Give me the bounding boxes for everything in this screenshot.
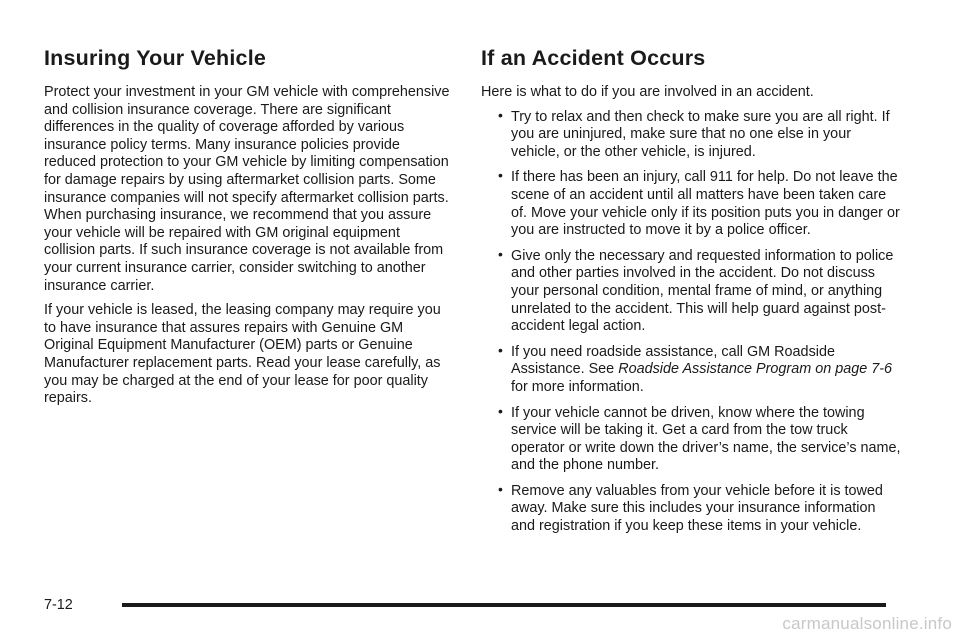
cross-reference-link[interactable]: Roadside Assistance Program on page 7-6: [618, 361, 893, 378]
paragraph-insurance-coverage: Protect your investment in your GM vehicle with comprehensive and collision insurance coverage. There are significant differences in the quality of coverage afforded by various insurance policy terms. Many insurance policies provide reduced protection to your GM vehicle by limiting compensation for damage repairs by using aftermarket collision parts. Some insurance companies will not specify aftermarket collision parts. When purchasing insurance, we recommend that you assure your vehicle will be repaired with GM original equipment collision parts. If such insurance coverage is not available from your current insurance carrier, consider switching to another insurance carrier.: [44, 84, 450, 294]
left-column: [44, 44, 454, 415]
paragraph-accident-intro: Here is what to do if you are involved in an accident.: [481, 84, 814, 100]
list-item-text: If you need roadside assistance, call GM Roadside Assistance. See: [511, 343, 835, 378]
list-item: [481, 169, 901, 239]
list-item-text: Remove any valuables from your vehicle before it is towed away. Make sure this includes your insurance information and registration if you keep these items in your vehicle.: [511, 482, 883, 535]
list-item-text: Try to relax and then check to make sure you are all right. If you are uninjured, make sure that no one else in your vehicle, or the other vehicle, is injured.: [511, 108, 890, 160]
list-item-text: for more information.: [511, 378, 644, 395]
bullet-icon: •: [498, 480, 503, 497]
bullet-icon: •: [498, 167, 503, 184]
list-item-text: If there has been an injury, call 911 for help. Do not leave the scene of an accident until all matters have been taken care of. Move your vehicle only if its position puts you in danger or you are instructed to move it by a police officer.: [511, 169, 900, 239]
section-title-insuring: Insuring Your Vehicle: [44, 46, 267, 70]
right-column: [481, 44, 901, 544]
accident-steps-list: [481, 106, 901, 536]
bullet-icon: •: [498, 341, 503, 358]
list-item-roadside: [481, 341, 901, 397]
list-item: [481, 402, 901, 475]
bullet-icon: •: [498, 402, 503, 419]
list-item-text: If your vehicle cannot be driven, know where the towing service will be taking it. Get a card from the tow truck operator or write down the driver’s name, the service’s name, and the phone number.: [511, 404, 901, 474]
list-item: [481, 245, 901, 336]
list-item: [481, 106, 901, 162]
list-item-text: Give only the necessary and requested information to police and other parties involved in the accident. Do not discuss your personal condition, mental frame of mind, or anything unrelated to the accident. This will help guard against post-accident legal action.: [511, 247, 894, 335]
bullet-icon: •: [498, 106, 503, 123]
list-item: [481, 480, 901, 536]
page-number: 7-12: [44, 597, 73, 613]
section-title-accident: If an Accident Occurs: [481, 46, 706, 70]
bullet-icon: •: [498, 245, 503, 262]
paragraph-leased-vehicle: If your vehicle is leased, the leasing company may require you to have insurance that assures repairs with Genuine GM Original Equipment Manufacturer (OEM) parts or Genuine Manufacturer replacement parts. Read your lease carefully, as you may be charged at the end of your lease for poor quality repairs.: [44, 302, 441, 407]
watermark: carmanualsonline.info: [782, 614, 952, 633]
footer-divider: [122, 603, 886, 607]
